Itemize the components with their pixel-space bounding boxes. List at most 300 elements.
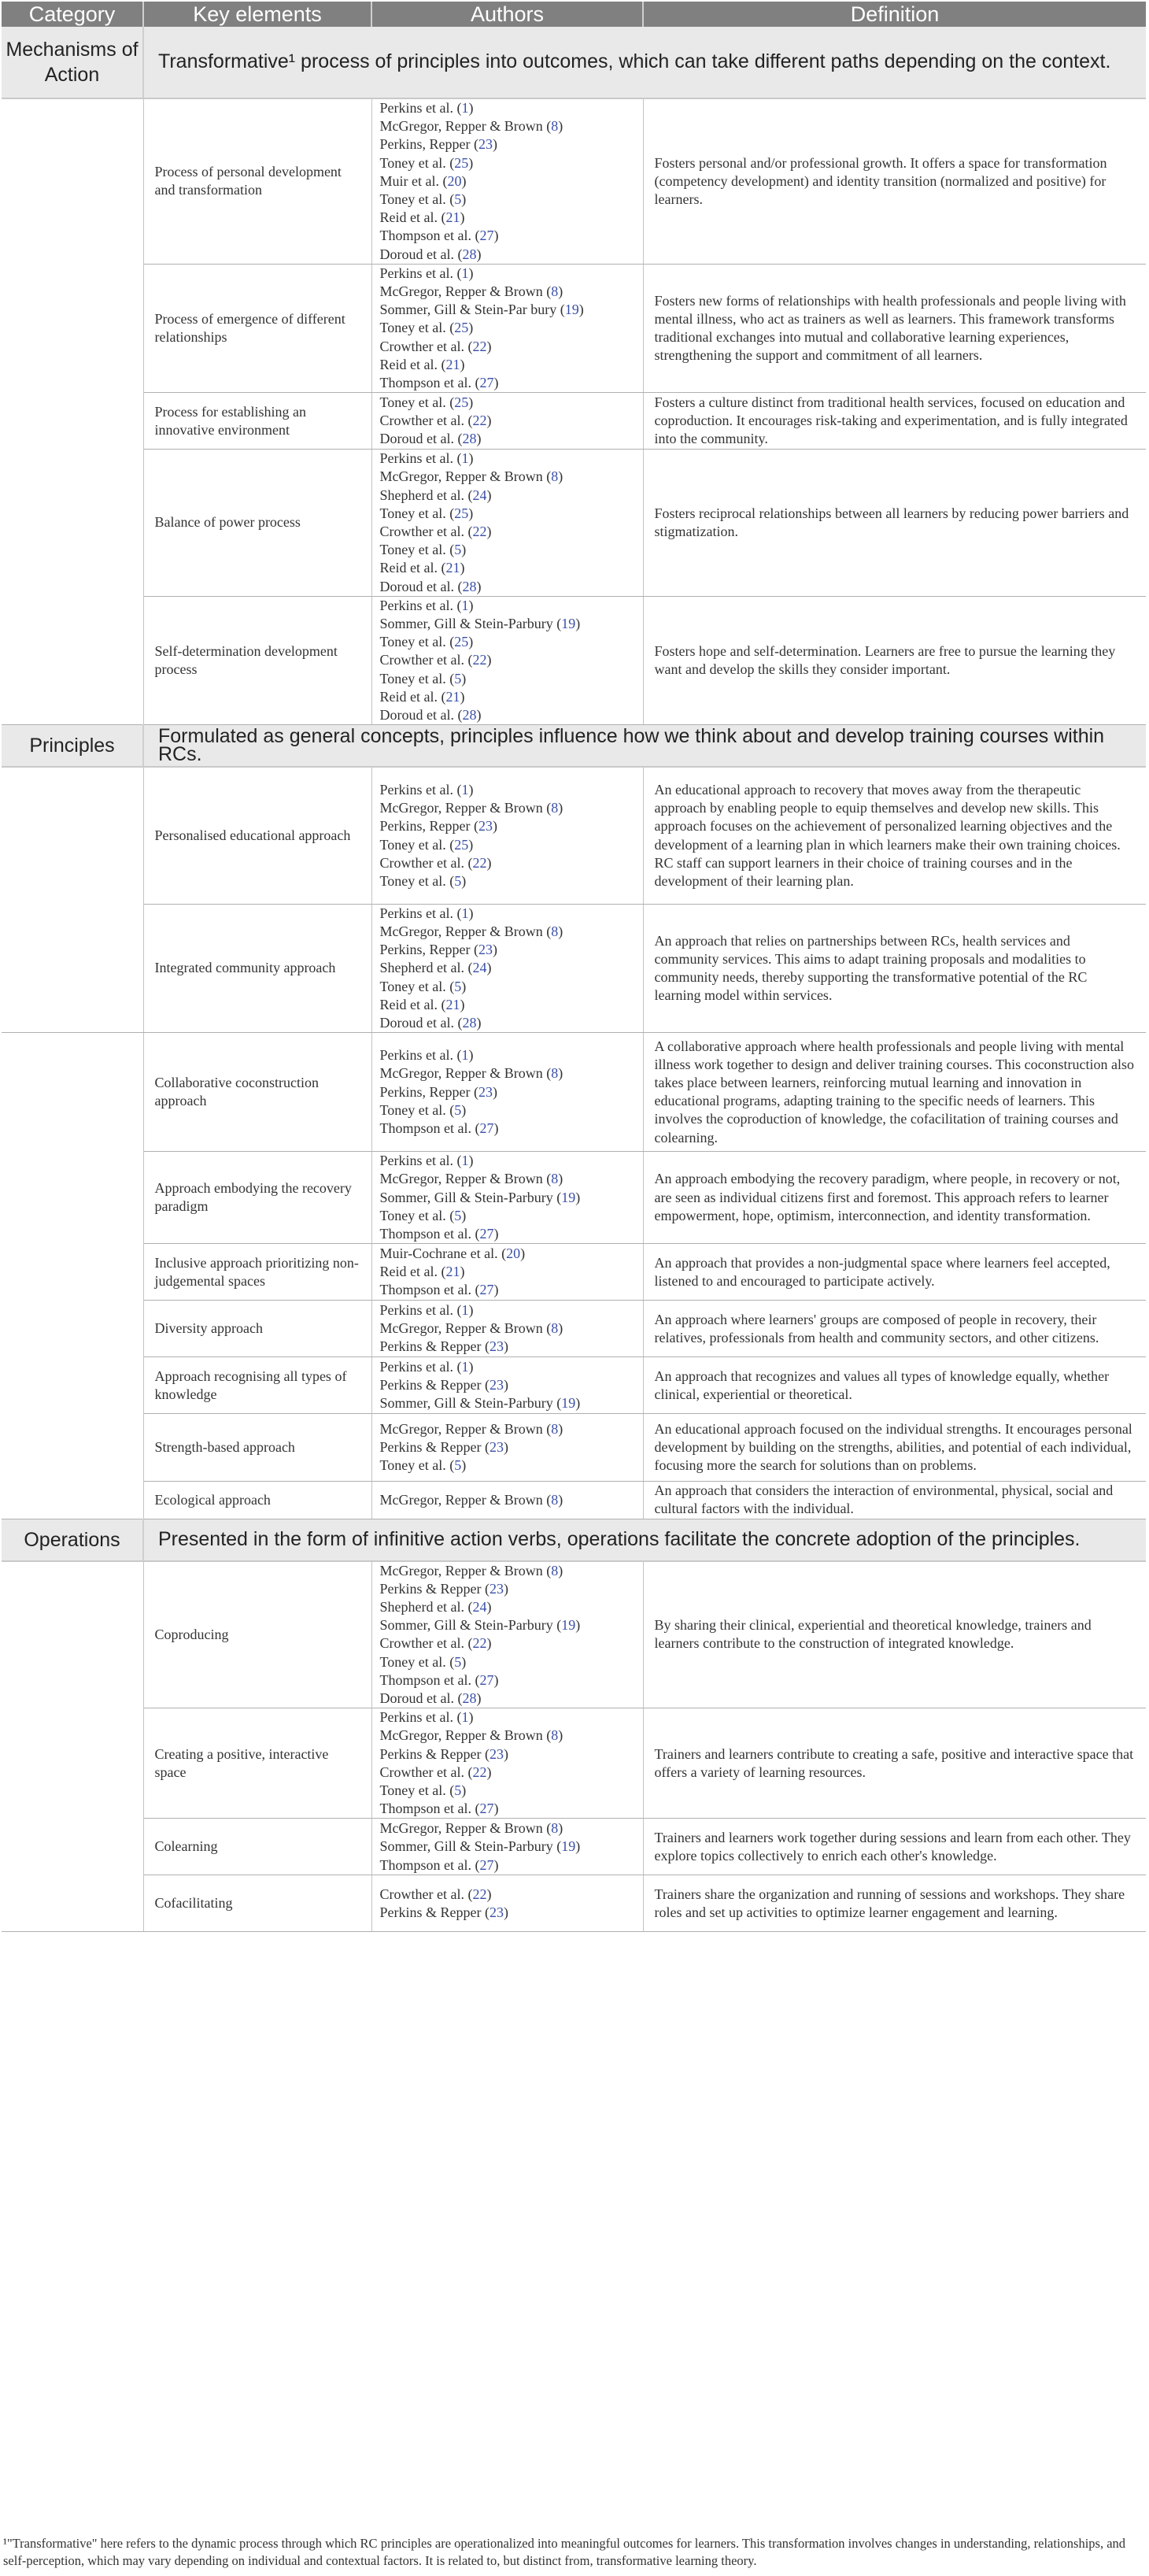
citation-link[interactable]: 20 xyxy=(506,1245,521,1261)
author-entry: Perkins et al. (1) xyxy=(379,1301,474,1318)
citation-link[interactable]: 27 xyxy=(479,1226,494,1242)
citation-link[interactable]: 8 xyxy=(551,1171,559,1187)
key-element-cell: Ecological approach xyxy=(143,1482,371,1519)
author-entry: McGregor, Repper & Brown (8) xyxy=(379,283,563,300)
citation-link[interactable]: 1 xyxy=(461,1047,469,1064)
authors-cell xyxy=(371,1708,643,1819)
author-entry: Toney et al. (5) xyxy=(379,542,467,558)
author-name: Doroud et al. xyxy=(379,707,454,724)
citation-link[interactable]: 21 xyxy=(445,996,460,1012)
author-name: Perkins & Repper xyxy=(379,1745,482,1762)
author-entry: McGregor, Repper & Brown (8) xyxy=(379,800,563,816)
author-name: Shepherd et al. xyxy=(379,1599,464,1616)
author-entry: Thompson et al. (27) xyxy=(379,1226,499,1242)
citation-link[interactable]: 8 xyxy=(551,118,559,135)
author-name: Toney et al. xyxy=(379,978,446,994)
author-name: Thompson et al. xyxy=(379,1120,471,1137)
author-name: Sommer, Gill & Stein-Parbury xyxy=(379,1189,553,1205)
author-name: McGregor, Repper & Brown xyxy=(379,1171,543,1187)
category-spacer-cell xyxy=(2,98,143,725)
author-name: Sommer, Gill & Stein-Parbury xyxy=(379,1395,553,1412)
evidence-table-document xyxy=(2,2,1146,2568)
author-entry: Thompson et al. (27) xyxy=(379,1856,499,1873)
author-name: McGregor, Repper & Brown xyxy=(379,1562,543,1579)
author-entry: Sommer, Gill & Stein-Parbury (19) xyxy=(379,1838,581,1855)
author-entry: Crowther et al. (22) xyxy=(379,1635,492,1652)
author-entry: Doroud et al. (28) xyxy=(379,578,482,594)
author-name: Toney et al. xyxy=(379,154,446,171)
citation-link[interactable]: 27 xyxy=(479,1671,494,1688)
author-entry: Doroud et al. (28) xyxy=(379,1690,482,1707)
table-row xyxy=(2,1819,1146,1875)
author-entry: Reid et al. (21) xyxy=(379,688,465,705)
citation-link[interactable]: 23 xyxy=(489,1904,504,1920)
citation-link[interactable]: 5 xyxy=(454,1653,462,1670)
citation-link[interactable]: 5 xyxy=(454,978,462,994)
author-name: Thompson et al. xyxy=(379,1801,471,1817)
authors-cell xyxy=(371,1561,643,1708)
definition-cell: Fosters personal and/or professional growth. It offers a space for transformation (competency development) and identity transition (normalized and positive) for learners. xyxy=(643,98,1146,264)
author-name: McGregor, Repper & Brown xyxy=(379,923,543,939)
author-name: McGregor, Repper & Brown xyxy=(379,800,543,816)
citation-link[interactable]: 24 xyxy=(472,960,487,976)
definition-cell: An approach that recognizes and values all types of knowledge equally, whether clinical, experiential or theoretical. xyxy=(643,1357,1146,1414)
key-element-cell: Process of emergence of different relationships xyxy=(143,264,371,392)
citation-link[interactable]: 25 xyxy=(454,634,469,650)
author-entry: Toney et al. (5) xyxy=(379,978,467,994)
citation-link[interactable]: 19 xyxy=(561,1395,576,1412)
author-entry: Toney et al. (5) xyxy=(379,1101,467,1118)
authors-cell xyxy=(371,767,643,904)
author-entry: McGregor, Repper & Brown (8) xyxy=(379,1820,563,1837)
author-name: Shepherd et al. xyxy=(379,487,464,503)
author-name: Perkins et al. xyxy=(379,450,453,467)
citation-link[interactable]: 19 xyxy=(561,616,576,632)
author-name: Crowther et al. xyxy=(379,1886,464,1902)
author-entry: Toney et al. (5) xyxy=(379,1457,467,1474)
definition-cell: Trainers and learners contribute to creating a safe, positive and interactive space that offers a variety of learning resources. xyxy=(643,1708,1146,1819)
authors-cell xyxy=(371,450,643,597)
section-category: Mechanisms of Action xyxy=(2,27,143,98)
author-entry: Perkins et al. (1) xyxy=(379,1358,474,1375)
citation-link[interactable]: 8 xyxy=(551,1727,559,1744)
table-footnote: ¹"Transformative" here refers to the dynamic process through which RC principles are operationalized into meaningful outcomes for learners. This transformation involves changes in understanding, relationships, and self-perception, which may vary depending on individual and contextual factors. It is related to, but distinct from, transformative learning theory. xyxy=(3,2536,1126,2568)
author-name: Toney et al. xyxy=(379,1207,446,1223)
author-name: Shepherd et al. xyxy=(379,960,464,976)
author-name: Thompson et al. xyxy=(379,1226,471,1242)
definition-cell: A collaborative approach where health professionals and people living with mental illness work together to design and deliver training courses. This coconstruction also takes place between learners, reinforcing mutual learning and innovation in educational programs, adapting training to the specific needs of learners. This involves the coproduction of knowledge, the cofacilitation of training courses and colearning. xyxy=(643,1033,1146,1152)
author-name: Perkins, Repper xyxy=(379,818,471,835)
author-name: McGregor, Repper & Brown xyxy=(379,1820,543,1837)
citation-link[interactable]: 5 xyxy=(454,542,462,558)
author-entry: Crowther et al. (22) xyxy=(379,413,492,429)
author-entry: Perkins, Repper (23) xyxy=(379,136,497,153)
author-name: Perkins et al. xyxy=(379,905,453,921)
citation-link[interactable]: 22 xyxy=(472,338,487,354)
definition-cell: An approach embodying the recovery paradigm, where people, in recovery or not, are seen as individual citizens first and foremost. This approach refers to learner empowerment, hope, optimism, interconnection, and identity transformation. xyxy=(643,1152,1146,1244)
section-description: Formulated as general concepts, principles influence how we think about and develop training courses within RCs. xyxy=(143,725,1146,768)
table-row xyxy=(2,767,1146,904)
author-name: McGregor, Repper & Brown xyxy=(379,1727,543,1744)
category-spacer-cell xyxy=(2,767,143,1032)
key-element-cell: Diversity approach xyxy=(143,1301,371,1357)
citation-link[interactable]: 23 xyxy=(478,136,493,153)
author-entry: McGregor, Repper & Brown (8) xyxy=(379,923,563,939)
author-name: Toney et al. xyxy=(379,191,446,208)
authors-cell xyxy=(371,904,643,1032)
header-definition: Definition xyxy=(643,2,1146,27)
table-row xyxy=(2,98,1146,264)
author-name: Perkins et al. xyxy=(379,1358,453,1375)
author-name: McGregor, Repper & Brown xyxy=(379,118,543,135)
table-row xyxy=(2,1301,1146,1357)
author-name: Reid et al. xyxy=(379,356,438,372)
author-entry: Toney et al. (5) xyxy=(379,191,467,208)
table-row xyxy=(2,450,1146,597)
citation-link[interactable]: 24 xyxy=(472,487,487,503)
author-name: Toney et al. xyxy=(379,542,446,558)
key-element-cell: Personalised educational approach xyxy=(143,767,371,904)
author-name: Doroud et al. xyxy=(379,1015,454,1031)
citation-link[interactable]: 8 xyxy=(551,800,559,816)
citation-link[interactable]: 23 xyxy=(489,1439,504,1456)
key-element-cell: Coproducing xyxy=(143,1561,371,1708)
table-row xyxy=(2,1482,1146,1519)
authors-cell xyxy=(371,1414,643,1482)
author-name: Toney et al. xyxy=(379,634,446,650)
citation-link[interactable]: 27 xyxy=(479,1856,494,1873)
author-entry: Perkins & Repper (23) xyxy=(379,1338,508,1355)
citation-link[interactable]: 19 xyxy=(561,1617,576,1634)
key-element-cell: Process for establishing an innovative environment xyxy=(143,393,371,450)
author-entry: Reid et al. (21) xyxy=(379,356,465,372)
author-entry: Thompson et al. (27) xyxy=(379,1801,499,1817)
citation-link[interactable]: 21 xyxy=(445,560,460,576)
citation-link[interactable]: 5 xyxy=(454,1101,462,1118)
definition-cell: By sharing their clinical, experiential and theoretical knowledge, trainers and learners contribute to the construction of integrated knowledge. xyxy=(643,1561,1146,1708)
citation-link[interactable]: 27 xyxy=(479,1801,494,1817)
author-entry: McGregor, Repper & Brown (8) xyxy=(379,1420,563,1437)
section-row xyxy=(2,725,1146,768)
author-entry: Toney et al. (25) xyxy=(379,154,474,171)
author-name: McGregor, Repper & Brown xyxy=(379,1065,543,1082)
citation-link[interactable]: 1 xyxy=(461,1709,469,1726)
author-entry: Thompson et al. (27) xyxy=(379,228,499,244)
author-name: Doroud et al. xyxy=(379,246,454,262)
author-entry: Sommer, Gill & Stein-Parbury (19) xyxy=(379,1189,581,1205)
author-name: Crowther et al. xyxy=(379,854,464,871)
section-description: Presented in the form of infinitive action verbs, operations facilitate the concrete adoption of the principles. xyxy=(143,1519,1146,1561)
table-row xyxy=(2,1033,1146,1152)
citation-link[interactable]: 25 xyxy=(454,154,469,171)
author-entry: Reid et al. (21) xyxy=(379,209,465,226)
author-entry: Crowther et al. (22) xyxy=(379,524,492,540)
citation-link[interactable]: 21 xyxy=(445,1264,460,1280)
author-name: Thompson et al. xyxy=(379,1671,471,1688)
author-entry: Crowther et al. (22) xyxy=(379,1764,492,1780)
citation-link[interactable]: 1 xyxy=(461,597,469,613)
author-name: McGregor, Repper & Brown xyxy=(379,468,543,485)
definition-cell: Fosters a culture distinct from traditional health services, focused on education and coproduction. It encourages risk-taking and experimentation, and is fully integrated into the community. xyxy=(643,393,1146,450)
author-entry: Thompson et al. (27) xyxy=(379,1120,499,1137)
citation-link[interactable]: 8 xyxy=(551,1065,559,1082)
citation-link[interactable]: 21 xyxy=(445,688,460,705)
author-name: Toney et al. xyxy=(379,670,446,687)
author-entry: Toney et al. (25) xyxy=(379,320,474,336)
citation-link[interactable]: 28 xyxy=(462,707,477,724)
author-name: Perkins & Repper xyxy=(379,1904,482,1920)
citation-link[interactable]: 22 xyxy=(472,524,487,540)
citation-link[interactable]: 23 xyxy=(489,1338,504,1355)
citation-link[interactable]: 27 xyxy=(479,1120,494,1137)
author-name: Perkins et al. xyxy=(379,781,453,798)
citation-link[interactable]: 20 xyxy=(447,172,462,189)
author-entry: Toney et al. (25) xyxy=(379,836,474,853)
author-entry: Perkins et al. (1) xyxy=(379,1709,474,1726)
author-entry: Toney et al. (5) xyxy=(379,670,467,687)
citation-link[interactable]: 19 xyxy=(564,302,579,318)
definition-cell: An approach that relies on partnerships between RCs, health services and community services. This aims to adapt training proposals and modalities to community needs, thereby supporting the transformative potential of the RC learning model within services. xyxy=(643,904,1146,1032)
category-spacer-cell xyxy=(2,1561,143,1932)
author-name: Doroud et al. xyxy=(379,1690,454,1707)
citation-link[interactable]: 1 xyxy=(461,265,469,281)
citation-link[interactable]: 8 xyxy=(551,1820,559,1837)
citation-link[interactable]: 22 xyxy=(472,1764,487,1780)
citation-link[interactable]: 19 xyxy=(561,1189,576,1205)
citation-link[interactable]: 5 xyxy=(454,670,462,687)
citation-link[interactable]: 8 xyxy=(551,1320,559,1337)
section-row xyxy=(2,1519,1146,1561)
citation-link[interactable]: 23 xyxy=(478,1083,493,1100)
section-row xyxy=(2,27,1146,98)
citation-link[interactable]: 8 xyxy=(551,923,559,939)
authors-cell xyxy=(371,1152,643,1244)
author-name: Toney et al. xyxy=(379,872,446,889)
author-name: Perkins, Repper xyxy=(379,1083,471,1100)
citation-link[interactable]: 27 xyxy=(479,375,494,391)
citation-link[interactable]: 8 xyxy=(551,1420,559,1437)
author-name: McGregor, Repper & Brown xyxy=(379,1420,543,1437)
key-element-cell: Collaborative coconstruction approach xyxy=(143,1033,371,1152)
author-name: Reid et al. xyxy=(379,1264,438,1280)
author-name: Thompson et al. xyxy=(379,1856,471,1873)
citation-link[interactable]: 23 xyxy=(478,818,493,835)
author-entry: Toney et al. (5) xyxy=(379,872,467,889)
author-entry: Toney et al. (25) xyxy=(379,634,474,650)
category-spacer-cell xyxy=(2,1033,143,1519)
author-entry: Sommer, Gill & Stein-Parbury (19) xyxy=(379,1617,581,1634)
citation-link[interactable]: 21 xyxy=(445,356,460,372)
author-name: Sommer, Gill & Stein-Parbury xyxy=(379,616,553,632)
citation-link[interactable]: 23 xyxy=(489,1745,504,1762)
author-name: Crowther et al. xyxy=(379,524,464,540)
citation-link[interactable]: 8 xyxy=(551,1562,559,1579)
citation-link[interactable]: 28 xyxy=(462,246,477,262)
author-name: Reid et al. xyxy=(379,209,438,226)
author-entry: McGregor, Repper & Brown (8) xyxy=(379,1491,563,1508)
table-row xyxy=(2,393,1146,450)
author-entry: Reid et al. (21) xyxy=(379,996,465,1012)
author-name: Toney et al. xyxy=(379,836,446,853)
definition-cell: Trainers share the organization and running of sessions and workshops. They share roles and set up activities to optimize learner engagement and learning. xyxy=(643,1875,1146,1932)
definition-cell: An approach that provides a non-judgmental space where learners feel accepted, listened to and encouraged to participate actively. xyxy=(643,1244,1146,1301)
definition-cell: An educational approach to recovery that moves away from the therapeutic approach by enabling people to equip themselves and develop new skills. This approach focuses on the achievement of personalized learning objectives and the development of a learning plan in which learners make their own training choices. RC staff can support learners in their choice of training courses and in the development of their learning plan. xyxy=(643,767,1146,904)
author-name: Perkins & Repper xyxy=(379,1338,482,1355)
author-name: Perkins & Repper xyxy=(379,1439,482,1456)
author-name: McGregor, Repper & Brown xyxy=(379,283,543,300)
author-entry: Muir-Cochrane et al. (20) xyxy=(379,1245,526,1261)
author-name: Muir et al. xyxy=(379,172,439,189)
citation-link[interactable]: 1 xyxy=(461,781,469,798)
author-entry: McGregor, Repper & Brown (8) xyxy=(379,1065,563,1082)
author-name: Muir-Cochrane et al. xyxy=(379,1245,498,1261)
citation-link[interactable]: 25 xyxy=(454,320,469,336)
author-entry: McGregor, Repper & Brown (8) xyxy=(379,1562,563,1579)
author-entry: Sommer, Gill & Stein-Parbury (19) xyxy=(379,616,581,632)
author-entry: Perkins, Repper (23) xyxy=(379,818,497,835)
citation-link[interactable]: 1 xyxy=(461,905,469,921)
citation-link[interactable]: 21 xyxy=(445,209,460,226)
author-entry: Crowther et al. (22) xyxy=(379,854,492,871)
citation-link[interactable]: 5 xyxy=(454,1782,462,1799)
table-header xyxy=(2,2,1146,27)
author-entry: Thompson et al. (27) xyxy=(379,375,499,391)
definition-cell: An educational approach focused on the individual strengths. It encourages personal development by building on the strengths, abilities, and potential of each individual, focusing more the search for solutions than on problems. xyxy=(643,1414,1146,1482)
citation-link[interactable]: 1 xyxy=(461,1153,469,1169)
author-name: Reid et al. xyxy=(379,560,438,576)
author-entry: Perkins & Repper (23) xyxy=(379,1745,508,1762)
author-entry: Perkins & Repper (23) xyxy=(379,1377,508,1393)
author-name: Crowther et al. xyxy=(379,652,464,668)
author-name: Toney et al. xyxy=(379,1653,446,1670)
key-element-cell: Creating a positive, interactive space xyxy=(143,1708,371,1819)
citation-link[interactable]: 23 xyxy=(478,942,493,958)
definition-cell: Trainers and learners work together during sessions and learn from each other. They explore topics collectively to enrich each other's knowledge. xyxy=(643,1819,1146,1875)
citation-link[interactable]: 22 xyxy=(472,413,487,429)
citation-link[interactable]: 1 xyxy=(461,1301,469,1318)
author-entry: Shepherd et al. (24) xyxy=(379,487,492,503)
citation-link[interactable]: 5 xyxy=(454,1457,462,1474)
author-name: Crowther et al. xyxy=(379,1764,464,1780)
author-entry: Toney et al. (25) xyxy=(379,505,474,521)
citation-link[interactable]: 22 xyxy=(472,1635,487,1652)
citation-link[interactable]: 28 xyxy=(462,431,477,447)
author-entry: Shepherd et al. (24) xyxy=(379,960,492,976)
author-entry: Perkins, Repper (23) xyxy=(379,942,497,958)
citation-link[interactable]: 22 xyxy=(472,1886,487,1902)
author-name: Crowther et al. xyxy=(379,413,464,429)
table-row xyxy=(2,1244,1146,1301)
citation-link[interactable]: 5 xyxy=(454,1207,462,1223)
citation-link[interactable]: 5 xyxy=(454,872,462,889)
author-entry: Doroud et al. (28) xyxy=(379,431,482,447)
authors-cell xyxy=(371,1033,643,1152)
citation-link[interactable]: 24 xyxy=(472,1599,487,1616)
citation-link[interactable]: 23 xyxy=(489,1580,504,1597)
key-element-cell: Integrated community approach xyxy=(143,904,371,1032)
author-entry: Doroud et al. (28) xyxy=(379,246,482,262)
table-row xyxy=(2,1414,1146,1482)
author-name: Crowther et al. xyxy=(379,338,464,354)
author-name: Perkins et al. xyxy=(379,100,453,116)
author-entry: Thompson et al. (27) xyxy=(379,1282,499,1298)
citation-link[interactable]: 1 xyxy=(461,100,469,116)
authors-cell xyxy=(371,393,643,450)
author-name: Perkins et al. xyxy=(379,597,453,613)
author-entry: Toney et al. (5) xyxy=(379,1653,467,1670)
authors-cell xyxy=(371,1875,643,1932)
citation-link[interactable]: 8 xyxy=(551,1491,559,1508)
authors-cell xyxy=(371,98,643,264)
citation-link[interactable]: 22 xyxy=(472,652,487,668)
author-name: Thompson et al. xyxy=(379,375,471,391)
author-name: Toney et al. xyxy=(379,505,446,521)
citation-link[interactable]: 28 xyxy=(462,1015,477,1031)
section-category: Principles xyxy=(2,725,143,768)
author-entry: Perkins & Repper (23) xyxy=(379,1439,508,1456)
author-name: Perkins et al. xyxy=(379,1047,453,1064)
author-name: Thompson et al. xyxy=(379,228,471,244)
citation-link[interactable]: 19 xyxy=(561,1838,576,1855)
authors-cell xyxy=(371,596,643,724)
authors-cell xyxy=(371,1357,643,1414)
author-entry: Sommer, Gill & Stein-Par bury (19) xyxy=(379,302,584,318)
citation-link[interactable]: 27 xyxy=(479,1282,494,1298)
header-key-elements: Key elements xyxy=(143,2,371,27)
section-description: Transformative¹ process of principles into outcomes, which can take different paths depending on the context. xyxy=(143,27,1146,98)
citation-link[interactable]: 25 xyxy=(454,836,469,853)
citation-link[interactable]: 27 xyxy=(479,228,494,244)
citation-link[interactable]: 28 xyxy=(462,578,477,594)
table-row xyxy=(2,1152,1146,1244)
key-element-cell: Process of personal development and transformation xyxy=(143,98,371,264)
table-body xyxy=(2,27,1146,1932)
citation-link[interactable]: 5 xyxy=(454,191,462,208)
key-element-cell: Cofacilitating xyxy=(143,1875,371,1932)
author-entry: Toney et al. (5) xyxy=(379,1782,467,1799)
table-row xyxy=(2,1357,1146,1414)
key-element-cell: Colearning xyxy=(143,1819,371,1875)
author-entry: Perkins et al. (1) xyxy=(379,905,474,921)
author-entry: McGregor, Repper & Brown (8) xyxy=(379,468,563,485)
definition-cell: Fosters new forms of relationships with health professionals and people living with mental illness, who act as trainers as well as learners. This framework transforms traditional exchanges into mutual and collaborative learning experiences, strengthening the support and commitment of all learners. xyxy=(643,264,1146,392)
key-element-cell: Self-determination development process xyxy=(143,596,371,724)
author-entry: Perkins, Repper (23) xyxy=(379,1083,497,1100)
citation-link[interactable]: 1 xyxy=(461,450,469,467)
author-entry: Doroud et al. (28) xyxy=(379,707,482,724)
citation-link[interactable]: 28 xyxy=(462,1690,477,1707)
authors-cell xyxy=(371,264,643,392)
citation-link[interactable]: 22 xyxy=(472,854,487,871)
author-name: Toney et al. xyxy=(379,1101,446,1118)
table-row xyxy=(2,264,1146,392)
citation-link[interactable]: 8 xyxy=(551,468,559,485)
definition-cell: Fosters reciprocal relationships between all learners by reducing power barriers and stigmatization. xyxy=(643,450,1146,597)
header-category: Category xyxy=(2,2,143,27)
citation-link[interactable]: 25 xyxy=(454,505,469,521)
citation-link[interactable]: 1 xyxy=(461,1358,469,1375)
citation-link[interactable]: 8 xyxy=(551,283,559,300)
author-entry: Perkins et al. (1) xyxy=(379,265,474,281)
section-category: Operations xyxy=(2,1519,143,1561)
key-element-cell: Strength-based approach xyxy=(143,1414,371,1482)
author-entry: Crowther et al. (22) xyxy=(379,338,492,354)
citation-link[interactable]: 25 xyxy=(454,394,469,410)
author-name: Toney et al. xyxy=(379,394,446,410)
citation-link[interactable]: 23 xyxy=(489,1377,504,1393)
author-name: Crowther et al. xyxy=(379,1635,464,1652)
author-entry: Reid et al. (21) xyxy=(379,1264,465,1280)
